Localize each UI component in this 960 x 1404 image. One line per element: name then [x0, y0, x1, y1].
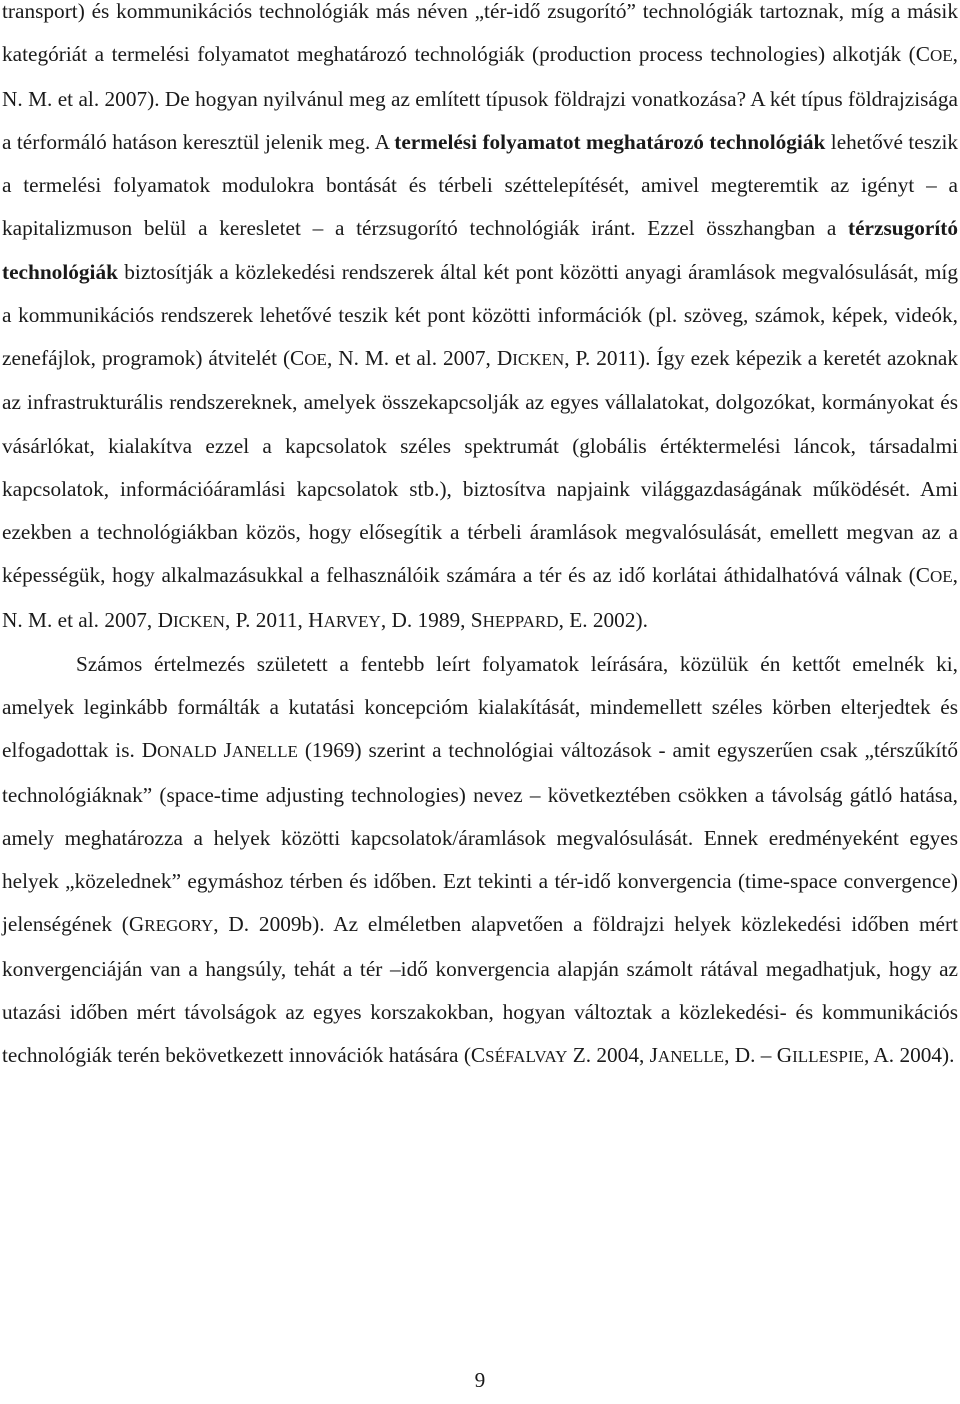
text-run: Z. 2004, J [567, 1043, 658, 1067]
author-name-smallcaps: ICKEN [172, 611, 225, 631]
paragraph [2, 643, 958, 1079]
text-run: , N. M. et al. 2007, D [2, 563, 958, 632]
bold-term: termelési folyamatot meghatározó technológiák [394, 129, 826, 154]
text-run: transport) és kommunikációs technológiák más néven „tér-idő zsugorító” technológiák tartoznak, míg a másik kategóriát a termelési folyamatot meghatározó technológiák (production process technologies) alkotják (C [2, 0, 958, 67]
text-run: , P. 2011). Így ezek képezik a keretét azoknak az infrastrukturális rendszereknek, amelyek összekapcsolják az egyes vállalatokat, dolgozókat, kormányokat és vásárlókat, kialakítva ezzel a kapcsolatok széles spektrumát (globális értéktermelési láncok, társadalmi kapcsolatok, információáramlási kapcsolatok stb.), biztosítva napjaink világgazdaságának működését. Ami ezekben a technológiákban közös, hogy elősegítik a térbeli áramlások megvalósulását, emellett megvan az a képességük, hogy alkalmazásukkal a felhasználóik számára a tér és az idő korlátai áthidalhatóvá válnak (C [2, 346, 958, 588]
text-run: biztosítják a közlekedési rendszerek által két pont közötti anyagi áramlások megvalósulását, míg a kommunikációs rendszerek lehetővé teszik két pont közötti információk (pl. szöveg, számok, képek, videók, zenefájlok, programok) átvitelét (C [2, 259, 958, 370]
author-name-smallcaps: OE [929, 46, 953, 66]
author-name-smallcaps: ANELLE [657, 1047, 725, 1066]
text-run: , D. – G [724, 1043, 793, 1067]
author-name-smallcaps: OE [929, 567, 953, 587]
text-run: , N. M. et al. 2007, D [326, 346, 513, 370]
body-text [2, 0, 958, 1078]
text-run: , E. 2002). [558, 607, 648, 632]
author-name-smallcaps: REGORY [144, 916, 214, 936]
text-run: , D. 2009b). Az elméletben alapvetően a földrajzi helyek közlekedési időben mért konvergenciáján van a hangsúly, tehát a tér –idő konvergencia alapján számolt rátával megadhatjuk, hogy az utazási időben mért távolságok az egyes korszakokban, hogyan változtak a közlekedési- és kommunikációs technológiák terén bekövetkezett innovációk hatására (C [2, 912, 958, 1067]
author-name-smallcaps: ONALD [157, 742, 217, 762]
bold-term: térzsugorító technológiák [2, 216, 958, 284]
text-run: lehetővé teszik a termelési folyamatok modulokra bontását és térbeli széttelepítését, amivel megteremtik az igényt – a kapitalizmuson belül a keresletet – a térzsugorító technológiák iránt. Ezzel összhangban a [2, 129, 959, 241]
author-name-smallcaps: OE [304, 350, 327, 369]
text-run: J [216, 738, 232, 763]
author-name-smallcaps: HEPPARD [482, 611, 559, 631]
text-run: , P. 2011, H [224, 607, 324, 632]
paragraph [2, 0, 958, 643]
text-run: , A. 2004). [863, 1043, 955, 1067]
author-name-smallcaps: ILLESPIE [792, 1047, 864, 1066]
page-number: 9 [474, 1368, 486, 1392]
author-name-smallcaps: ICKEN [512, 350, 565, 369]
author-name-smallcaps: SÉFALVAY [485, 1047, 568, 1066]
text-run: (1969) szerint a technológiai változások - amit egyszerűen csak „térszűkítő technológiáknak” (space-time adjusting technologies) nevez – következtében csökken a távolság gátló hatása, amely meghatározza a helyek közötti kapcsolatok/áramlások megvalósulását. Ennek eredményeként egyes helyek „közelednek” egymáshoz térben és időben. Ezt tekinti a tér-idő konvergencia (time-space convergence) jelenségének (G [2, 738, 958, 937]
text-run: , N. M. et al. 2007). De hogyan nyilvánul meg az említett típusok földrajzi vonatkozása? A két típus földrajzisága a térformáló hatáson keresztül jelenik meg. A [2, 42, 958, 154]
author-name-smallcaps: ANELLE [231, 742, 298, 762]
text-run: , D. 1989, S [380, 607, 483, 632]
text-run: Számos értelmezés született a fentebb leírt folyamatok leírására, közülük én kettőt emelnék ki, amelyek leginkább formálták a kutatási koncepcióm kialakítását, mindemellett széles körben elterjedtek és elfogadottak is. D [2, 651, 958, 763]
author-name-smallcaps: ARVEY [323, 611, 381, 631]
